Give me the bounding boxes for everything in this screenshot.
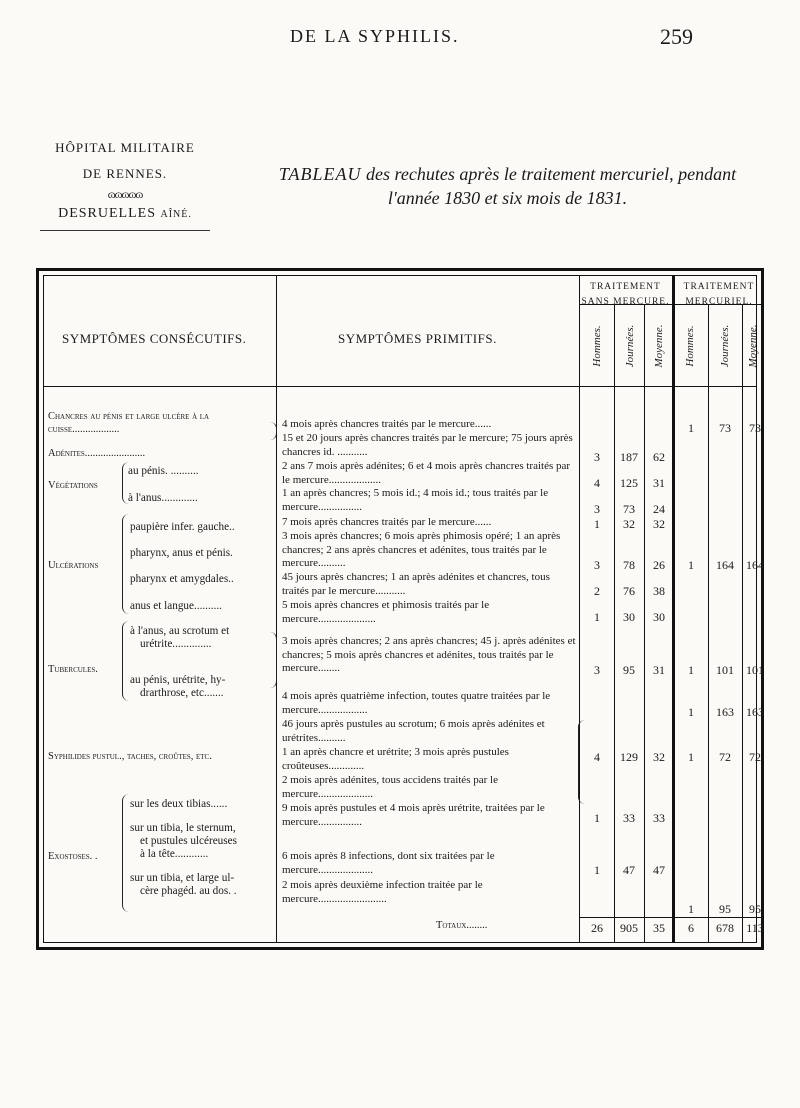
cell: 1 — [688, 750, 694, 764]
cell: 72 — [719, 750, 731, 764]
row-ulcerations: Ulcérations — [48, 560, 99, 571]
row-vegetations: Végétations — [48, 480, 98, 491]
row-ulc-2: pharynx, anus et pénis. — [130, 547, 233, 559]
cell: 3 — [594, 663, 600, 677]
row-ulc-4: anus et langue.......... — [130, 600, 222, 612]
cell: 1 — [688, 558, 694, 572]
row-veg-anus: à l'anus............. — [128, 492, 198, 504]
cell: 95 — [719, 902, 731, 916]
data-table — [36, 268, 764, 950]
cell: 30 — [653, 610, 665, 624]
cell: 76 — [623, 584, 635, 598]
title-line-1: des rechutes après le traitement mercuriel, pendant — [366, 164, 737, 184]
cell: 163 — [716, 705, 734, 719]
cell: 35 — [653, 921, 665, 935]
cell: 3 — [594, 502, 600, 516]
col-divider-2 — [579, 276, 580, 942]
cell: 31 — [653, 476, 665, 490]
primitive-14: 9 mois après pustules et 4 mois après urétrite, traitées par le mercure................ — [282, 802, 545, 828]
cell: 4 — [594, 750, 600, 764]
cell: 101 — [716, 663, 734, 677]
cell: 1 — [688, 663, 694, 677]
cell: 26 — [653, 558, 665, 572]
group2-line1: TRAITEMENT — [683, 282, 755, 292]
cell: 1 — [594, 811, 600, 825]
subheader-moyenne-1: Moyenne. — [653, 324, 665, 368]
primitive-7: 45 jours après chancres; 1 an après adénites et chancres, tous traités par le mercure........... — [282, 571, 550, 597]
cell: 1 — [594, 517, 600, 531]
cell: 125 — [620, 476, 638, 490]
cell: 47 — [653, 863, 665, 877]
primitive-3: 2 ans 7 mois après adénites; 6 et 4 mois après chancres traités par le mercure................... — [282, 460, 571, 486]
cell: 163 — [746, 705, 764, 719]
ornament: ɷɷɷɷɷ — [107, 187, 143, 201]
primitive-12: 1 an après chancre et urétrite; 3 mois après pustules croûteuses............. — [282, 746, 509, 772]
running-title: DE LA SYPHILIS. — [290, 26, 460, 46]
cell: 95 — [623, 663, 635, 677]
group-sans-mercure — [579, 280, 672, 310]
cell: 1 — [688, 705, 694, 719]
running-header — [0, 24, 800, 54]
row-tub-2b: drarthrose, etc....... — [140, 687, 224, 699]
primitive-16: 2 mois après deuxième infection traitée par le mercure......................... — [282, 879, 483, 905]
cell: 4 — [594, 476, 600, 490]
col-divider-5 — [672, 276, 675, 942]
row-ulc-3: pharynx et amygdales.. — [130, 573, 234, 585]
cell: 905 — [620, 921, 638, 935]
row-exo-3a: sur un tibia, et large ul- — [130, 872, 235, 884]
brace-tubercules — [122, 621, 129, 701]
primitive-2: 15 et 20 jours après chancres traités par le mercure; 75 jours après chancres id. ........... — [282, 432, 573, 458]
cell: 6 — [688, 921, 694, 935]
brace-ulcerations — [122, 514, 129, 614]
primitive-4: 1 an après chancres; 5 mois id.; 4 mois id.; tous traités par le mercure................ — [282, 487, 549, 513]
row-tub-2a: au pénis, urétrite, hy- — [130, 674, 226, 686]
cell: 30 — [623, 610, 635, 624]
group-mercuriel — [675, 280, 763, 310]
totaux-label: Totaux........ — [436, 920, 488, 931]
group1-line1: TRAITEMENT — [590, 282, 661, 292]
author — [40, 201, 210, 231]
brace-exostoses — [122, 794, 129, 912]
cell: 1 — [688, 421, 694, 435]
row-tub-1a: à l'anus, au scrotum et — [130, 625, 230, 637]
cell: 32 — [623, 517, 635, 531]
table-inner — [43, 275, 764, 943]
cell: 31 — [653, 663, 665, 677]
primitive-1: 4 mois après chancres traités par le mercure...... — [282, 418, 492, 430]
cell: 187 — [620, 450, 638, 464]
cell: 78 — [623, 558, 635, 572]
header-divider — [44, 386, 756, 387]
row-veg-penis: au pénis. .......... — [128, 465, 199, 477]
primitive-5: 7 mois après chancres traités par le mercure...... — [282, 516, 492, 528]
source-block — [40, 135, 210, 231]
cell: 47 — [623, 863, 635, 877]
cell: 72 — [749, 750, 761, 764]
title-line-2: l'année 1830 et six mois de 1831. — [387, 188, 628, 208]
row-exo-2a: sur un tibia, le sternum, — [130, 822, 236, 834]
hospital-line-1: HÔPITAL MILITAIRE — [55, 140, 195, 155]
row-tubercules: Tubercules. — [48, 664, 98, 675]
cell: 1 — [594, 610, 600, 624]
col-divider-6 — [708, 304, 709, 942]
table-title — [240, 162, 775, 210]
primitive-9: 3 mois après chancres; 2 ans après chancres; 45 j. après adénites et chancres; 5 mois après chancres et adénites, tous traités par le mercure........ — [282, 635, 576, 674]
row-exostoses: Exostoses. . — [48, 851, 98, 862]
col-divider-7 — [742, 304, 743, 942]
subheader-hommes-1: Hommes. — [591, 325, 603, 367]
header-consecutive: SYMPTÔMES CONSÉCUTIFS. — [62, 331, 247, 346]
cell: 38 — [653, 584, 665, 598]
row-syphilides: Syphilides pustul., taches, croûtes, etc. — [48, 751, 212, 762]
cell: 62 — [653, 450, 665, 464]
author-name: DESRUELLES — [58, 206, 156, 221]
row-chancres-l2: cuisse.................. — [48, 424, 120, 435]
cell: 73 — [623, 502, 635, 516]
row-exo-1: sur les deux tibias...... — [130, 798, 228, 810]
cell: 1 — [688, 902, 694, 916]
primitive-6: 3 mois après chancres; 6 mois après phimosis opéré; 1 an après chancres; 2 ans après chancres et adénites, tous traités par le mercure.......... — [282, 530, 561, 569]
cell: 73 — [719, 421, 731, 435]
cell: 101 — [746, 663, 764, 677]
cell: 3 — [594, 450, 600, 464]
cell: 33 — [653, 811, 665, 825]
subheader-moyenne-2: Moyenne. — [747, 324, 759, 368]
row-tub-1b: urétrite.............. — [140, 638, 212, 650]
cell: 678 — [716, 921, 734, 935]
primitive-10: 4 mois après quatrième infection, toutes quatre traitées par le mercure.................. — [282, 690, 551, 716]
cell: 33 — [623, 811, 635, 825]
hospital-line-2: DE RENNES. — [82, 166, 168, 181]
cell: 73 — [749, 421, 761, 435]
row-ulc-1: paupière infer. gauche.. — [130, 521, 235, 533]
subheader-journees-2: Journées. — [719, 324, 731, 368]
row-adenites: Adénites....................... — [48, 448, 146, 459]
row-exo-2c: à la tête............ — [140, 848, 209, 860]
cell: 32 — [653, 517, 665, 531]
brace-primitive-tubercules — [270, 632, 277, 688]
cell: 24 — [653, 502, 665, 516]
group1-line2: SANS MERCURE. — [581, 297, 670, 307]
header-primitive: SYMPTÔMES PRIMITIFS. — [338, 331, 497, 346]
row-exo-3b: cère phagéd. au dos. . — [140, 885, 237, 897]
cell: 3 — [594, 558, 600, 572]
cell: 164 — [716, 558, 734, 572]
primitive-11: 46 jours après pustules au scrotum; 6 mois après adénites et urétrites.......... — [282, 718, 545, 744]
subheader-hommes-2: Hommes. — [684, 325, 696, 367]
totals-divider — [579, 917, 763, 918]
cell: 164 — [746, 558, 764, 572]
cell: 2 — [594, 584, 600, 598]
primitive-8: 5 mois après chancres et phimosis traités par le mercure..................... — [282, 599, 490, 625]
subheader-journees-1: Journées. — [624, 324, 636, 368]
cell: 95 — [749, 902, 761, 916]
cell: 32 — [653, 750, 665, 764]
cell: 1 — [594, 863, 600, 877]
primitive-15: 6 mois après 8 infections, dont six traitées par le mercure.................... — [282, 850, 495, 876]
cell: 129 — [620, 750, 638, 764]
cell: 26 — [591, 921, 603, 935]
author-suffix: AÎNÉ. — [160, 209, 192, 220]
col-divider-1 — [276, 276, 277, 942]
page-number: 259 — [660, 24, 693, 49]
row-chancres-l1: Chancres au pénis et large ulcère à la — [48, 411, 210, 422]
primitive-13: 2 mois après adénites, tous accidens traités par le mercure.................... — [282, 774, 498, 800]
title-word: TABLEAU — [278, 164, 362, 184]
row-exo-2b: et pustules ulcéreuses — [140, 835, 237, 847]
group2-line2: MERCURIEL. — [685, 297, 753, 307]
cell: 113 — [746, 921, 764, 935]
